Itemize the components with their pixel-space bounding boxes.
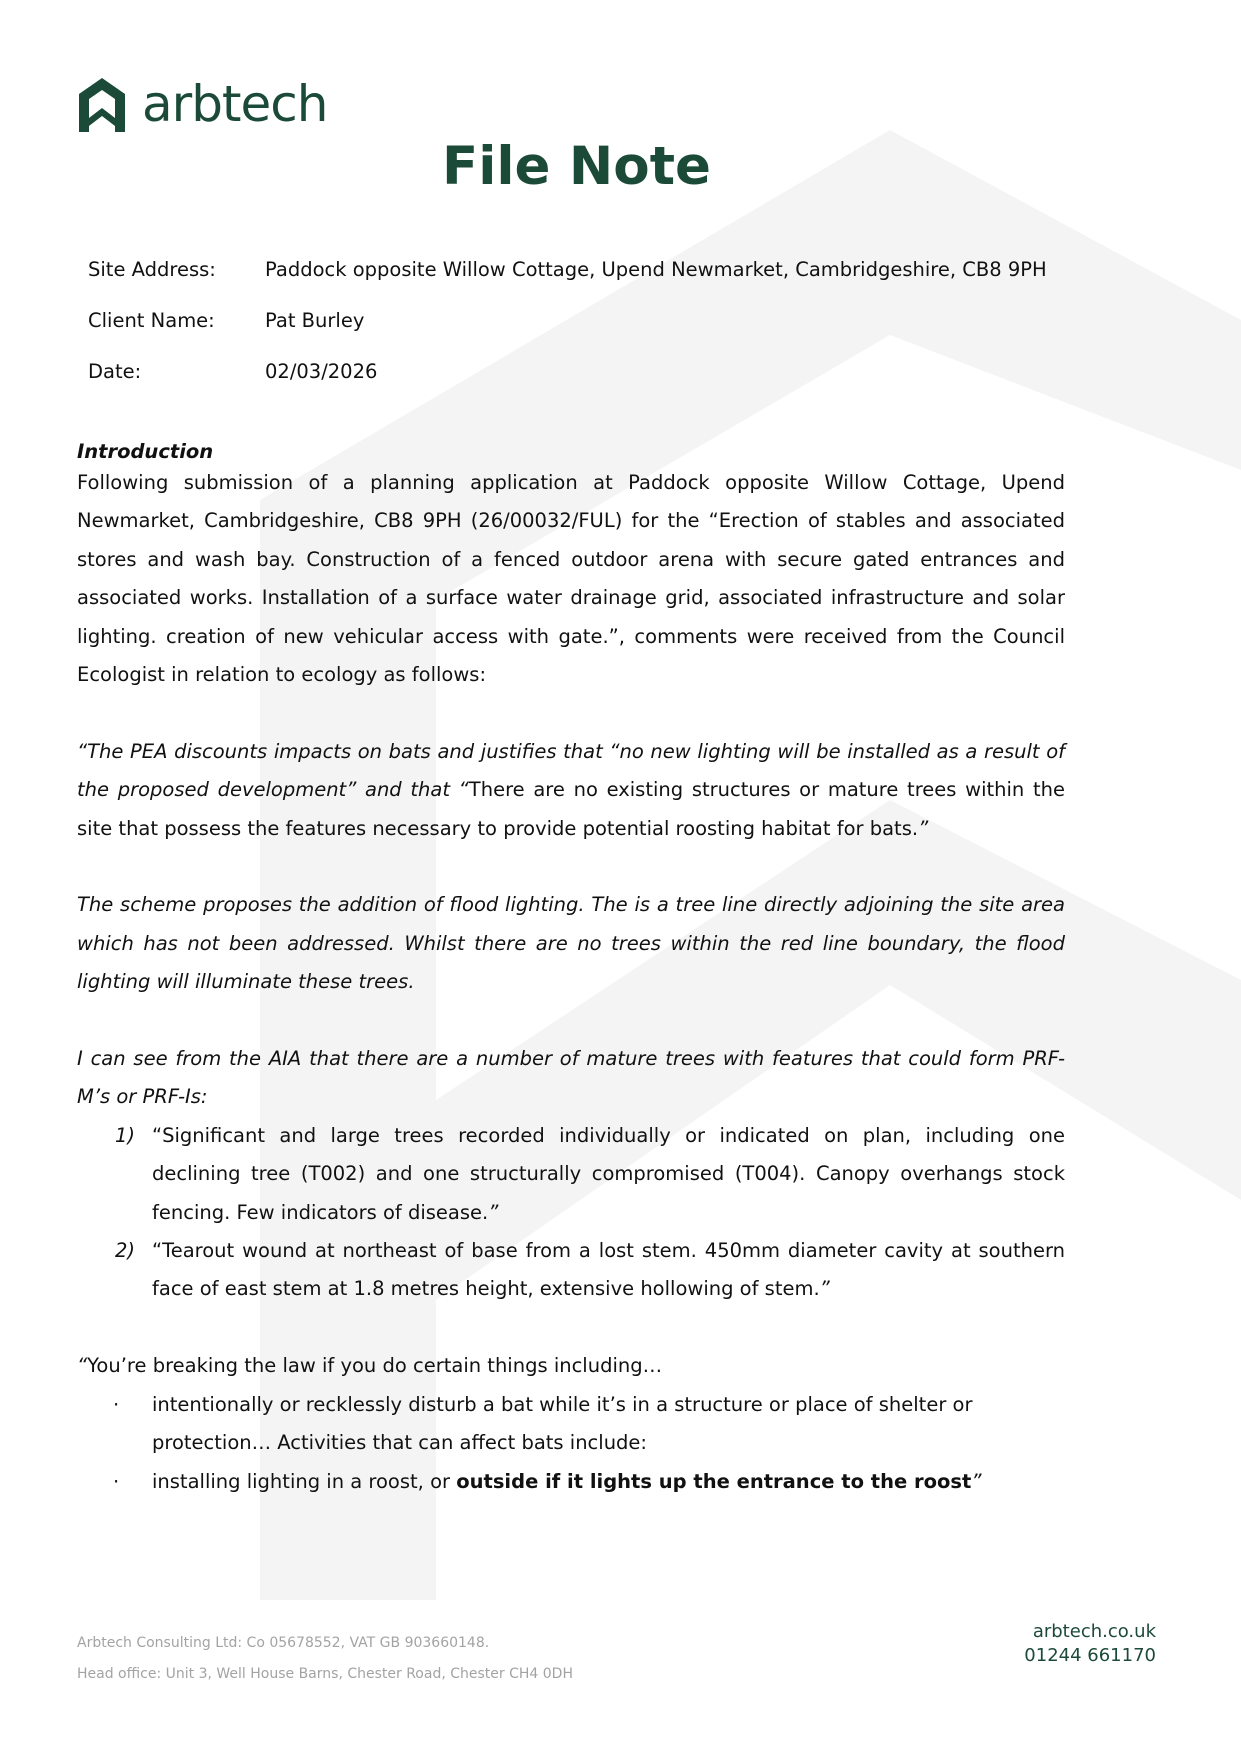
list-item: 1) “Significant and large trees recorded individually or indicated on plan, including one declining tree (T002) and one structurally compromised (T004). Canopy overhangs stock fencing. Few indicators of disease.” <box>77 1117 1065 1232</box>
tree-features-list <box>77 1117 1065 1309</box>
list-number: 2) <box>115 1239 136 1263</box>
footer-contact <box>1024 1620 1156 1668</box>
footer-phone[interactable]: 01244 661170 <box>1024 1645 1156 1666</box>
list-number: 1) <box>115 1123 136 1147</box>
document-body <box>77 438 1065 1501</box>
meta-value: Paddock opposite Willow Cottage, Upend Newmarket, Cambridgeshire, CB8 9PH <box>265 258 1047 281</box>
list-item: · intentionally or recklessly disturb a bat while it’s in a structure or place of shelter or protection… Activities that can affect bats include: <box>77 1386 1065 1463</box>
meta-label: Date: <box>88 360 142 383</box>
bullet-dot: · <box>113 1469 120 1493</box>
meta-label: Site Address: <box>88 258 216 281</box>
arbtech-logo <box>76 74 327 134</box>
meta-value: 02/03/2026 <box>265 360 378 383</box>
introduction-paragraph: Following submission of a planning application at Paddock opposite Willow Cottage, Upend Newmarket, Cambridgeshire, CB8 9PH (26/00032/FUL) for the “Erection of stables and associated stores and wash bay. Construction of a fenced outdoor arena with secure gated entrances and associated works. Installation of a surface water drainage grid, associated infrastructure and solar lighting. creation of new vehicular access with gate.”, comments were received from the Council Ecologist in relation to ecology as follows: <box>77 471 1065 687</box>
footer-address: Head office: Unit 3, Well House Barns, Chester Road, Chester CH4 0DH <box>77 1666 573 1682</box>
ecologist-quote-3-intro: I can see from the AIA that there are a number of mature trees with features that could form PRF-M’s or PRF-Is: <box>77 1047 1065 1109</box>
law-bullet-list <box>77 1386 1065 1501</box>
list-item: 2) “Tearout wound at northeast of base from a lost stem. 450mm diameter cavity at southern face of east stem at 1.8 metres height, extensive hollowing of stem.” <box>77 1232 1065 1309</box>
ecologist-quote-2: The scheme proposes the addition of flood lighting. The is a tree line directly adjoining the site area which has not been addressed. Whilst there are no trees within the red line boundary, the flood lighting will illuminate these trees. <box>77 893 1065 994</box>
list-item: · installing lighting in a roost, or outside if it lights up the entrance to the roost” <box>77 1463 1065 1501</box>
footer-company: Arbtech Consulting Ltd: Co 05678552, VAT GB 903660148. <box>77 1635 490 1651</box>
meta-table <box>88 258 1047 411</box>
meta-row-client-name <box>88 309 1047 360</box>
bullet-dot: · <box>113 1392 120 1416</box>
logo-wordmark: arbtech <box>142 75 328 133</box>
meta-label: Client Name: <box>88 309 215 332</box>
meta-value: Pat Burley <box>265 309 365 332</box>
meta-row-site-address <box>88 258 1047 309</box>
ecologist-quote-1: “The PEA discounts impacts on bats and justifies that “no new lighting will be installed as a result of the proposed development” and that “There are no existing structures or mature trees within the site that possess the features necessary to provide potential roosting habitat for bats.” <box>77 739 1065 840</box>
house-chevron-icon <box>76 74 128 134</box>
page-title: File Note <box>442 136 711 197</box>
meta-row-date <box>88 360 1047 411</box>
section-heading-introduction: Introduction <box>77 440 214 463</box>
footer-website-link[interactable]: arbtech.co.uk <box>1032 1621 1156 1642</box>
footer-company-info <box>77 1628 573 1690</box>
law-intro: “You’re breaking the law if you do certain things including… <box>77 1354 663 1378</box>
